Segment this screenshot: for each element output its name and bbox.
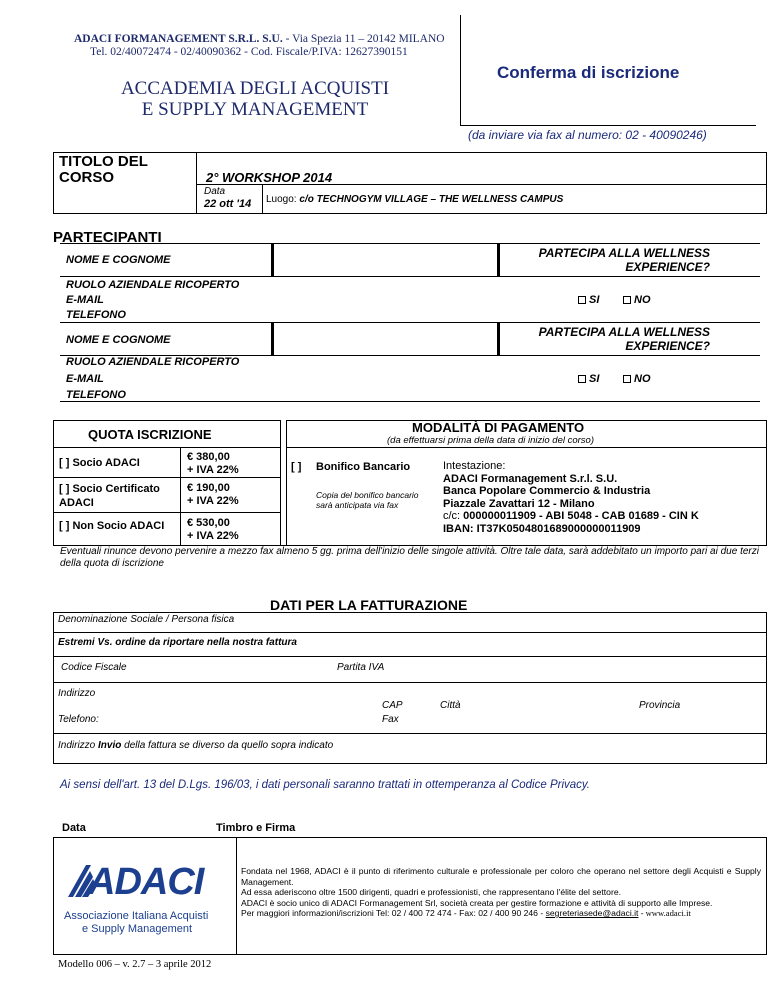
about-1: Fondata nel 1968, ADACI è il punto di riferimento culturale e professionale per coloro che operano nel settore degli Acquisti e Supply Management. xyxy=(241,866,761,887)
p2-email-label: E-MAIL xyxy=(66,373,104,385)
payment-subtitle: (da effettuarsi prima della data di inizio del corso) xyxy=(387,435,594,446)
fees-header-rule xyxy=(53,447,281,448)
academy-title-line-2: E SUPPLY MANAGEMENT xyxy=(141,99,369,120)
signature-date-label: Data xyxy=(62,822,86,834)
course-date-value: 22 ott '14 xyxy=(204,198,252,210)
billing-company-name-field[interactable]: Denominazione Sociale / Persona fisica xyxy=(58,614,235,625)
p1-top-rule xyxy=(60,243,760,244)
footer-about xyxy=(241,866,761,919)
p1-email-label: E-MAIL xyxy=(66,294,104,306)
billing-vat-field[interactable]: Partita IVA xyxy=(337,662,385,673)
p1-col-1 xyxy=(271,243,274,276)
p2-col-1 xyxy=(271,322,274,355)
invoice-address-post: della fattura se diverso da quello sopra indicato xyxy=(121,740,334,751)
participants-title: PARTECIPANTI xyxy=(53,229,162,246)
logo-wordmark: ADACI xyxy=(88,861,204,903)
p2-phone-label: TELEFONO xyxy=(66,389,126,401)
course-title-label: TITOLO DEL CORSO xyxy=(59,153,148,186)
bank-account xyxy=(443,510,699,523)
billing-invoice-address-field[interactable] xyxy=(58,740,333,751)
p1-wellness-question: PARTECIPA ALLA WELLNESS EXPERIENCE? xyxy=(538,246,710,274)
iban: IBAN: IT37K0504801689000000011909 xyxy=(443,522,641,535)
billing-title: DATI PER LA FATTURAZIONE xyxy=(270,597,468,613)
course-place-label: Luogo: xyxy=(266,194,300,205)
about-2: Ad essa aderiscono oltre 1500 dirigenti, quadri e professionisti, che rappresentano l'élite del settore. xyxy=(241,887,621,897)
p1-name-label: NOME E COGNOME xyxy=(66,254,171,266)
checkbox-icon xyxy=(623,375,631,383)
billing-rule-4 xyxy=(53,733,767,734)
yes-label: SI xyxy=(589,373,600,385)
academy-title-line-1: ACCADEMIA DEGLI ACQUISTI xyxy=(120,78,390,99)
no-label: NO xyxy=(634,294,651,306)
p2-wellness-question: PARTECIPA ALLA WELLNESS EXPERIENCE? xyxy=(538,325,710,353)
price-line-1: € 530,00 xyxy=(187,517,230,529)
billing-fax-field[interactable]: Fax xyxy=(382,714,399,725)
price-line-1: € 190,00 xyxy=(187,482,230,494)
course-divider xyxy=(196,152,197,214)
adaci-logo xyxy=(60,855,220,940)
fees-row2-rule xyxy=(53,512,281,513)
fees-col-rule xyxy=(180,447,181,545)
fee-nonmember-price xyxy=(187,517,239,543)
contacts-post: - www.adaci.it xyxy=(638,908,691,918)
confirm-title: Conferma di iscrizione xyxy=(497,63,680,82)
fee-certified-price xyxy=(187,482,239,508)
payment-method: Bonifico Bancario xyxy=(316,461,411,473)
fees-row1-rule xyxy=(53,477,281,478)
payment-note: Copia del bonifico bancario sarà anticipata via fax xyxy=(316,490,419,510)
company-line-2: Tel. 02/40072474 - 02/40090362 - Cod. Fiscale/P.IVA: 12627390151 xyxy=(90,46,408,58)
checkbox-icon xyxy=(623,296,631,304)
p1-no-option[interactable] xyxy=(623,294,651,306)
course-title-value: 2° WORKSHOP 2014 xyxy=(206,170,333,185)
p2-bottom-rule xyxy=(60,401,760,402)
p2-role-label: RUOLO AZIENDALE RICOPERTO xyxy=(66,356,240,368)
cancellation-note: Eventuali rinunce devono pervenire a mezzo fax almeno 5 gg. prima dell'inizio delle singole attività. Oltre tale data, sarà addebitato un importo pari ai due terzi della quota di iscrizione xyxy=(60,546,759,569)
payment-header-rule xyxy=(286,447,767,448)
cc-value: 000000011909 - ABI 5048 - CAB 01689 - CIN K xyxy=(463,510,699,522)
signature-stamp-label: Timbro e Firma xyxy=(216,822,296,834)
company-line-1 xyxy=(74,33,445,45)
invoice-address-bold: Invio xyxy=(98,740,122,751)
fax-note: (da inviare via fax al numero: 02 - 40090246) xyxy=(468,128,707,142)
checkbox-icon xyxy=(578,375,586,383)
company-address: - Via Spezia 11 – 20142 MILANO xyxy=(282,33,445,45)
intestazione-label: Intestazione: xyxy=(443,460,506,472)
p2-yes-option[interactable] xyxy=(578,373,599,385)
billing-province-field[interactable]: Provincia xyxy=(639,700,681,711)
contact-email-link[interactable]: segreteriasede@adaci.it xyxy=(545,908,639,918)
fee-socio-option[interactable]: [ ] Socio ADACI xyxy=(59,457,140,469)
checkbox-icon xyxy=(578,296,586,304)
billing-city-field[interactable]: Città xyxy=(440,700,461,711)
payment-title: MODALITÀ DI PAGAMENTO xyxy=(412,420,585,435)
p1-name-rule xyxy=(60,276,760,277)
privacy-note: Ai sensi dell'art. 13 del D.Lgs. 196/03, i dati personali saranno trattati in ottemperanza al Codice Privacy. xyxy=(60,779,590,791)
cc-prefix: c/c: xyxy=(443,510,464,522)
contacts-pre: Per maggiori informazioni/iscrizioni Tel: 02 / 400 72 474 - Fax: 02 / 400 90 246 - xyxy=(241,908,546,918)
company-name: ADACI FORMANAGEMENT S.R.L. S.U. xyxy=(74,33,283,45)
price-line-2: + IVA 22% xyxy=(187,530,239,542)
yes-label: SI xyxy=(589,294,600,306)
billing-tax-code-field[interactable]: Codice Fiscale xyxy=(61,662,127,673)
payment-details xyxy=(443,460,699,535)
p1-col-2 xyxy=(497,243,500,276)
footer-divider xyxy=(236,837,237,955)
logo-subtitle-1: Associazione Italiana Acquisti xyxy=(64,910,209,922)
p1-bottom-rule xyxy=(60,322,760,323)
price-line-2: + IVA 22% xyxy=(187,495,239,507)
billing-address-field[interactable]: Indirizzo xyxy=(58,688,96,699)
fee-nonmember-option[interactable]: [ ] Non Socio ADACI xyxy=(59,520,165,532)
course-place-value: c/o TECHNOGYM VILLAGE – THE WELLNESS CAMPUS xyxy=(299,194,564,205)
fee-certified-option[interactable]: [ ] Socio Certificato ADACI xyxy=(59,483,160,509)
p2-no-option[interactable] xyxy=(623,373,651,385)
logo-subtitle-2: e Supply Management xyxy=(82,923,193,935)
billing-rule-2 xyxy=(53,656,767,657)
p2-name-label: NOME E COGNOME xyxy=(66,334,171,346)
course-place xyxy=(266,194,563,205)
p1-phone-label: TELEFONO xyxy=(66,309,126,321)
bank-address: Piazzale Zavattari 12 - Milano xyxy=(443,497,595,510)
header-rule xyxy=(460,125,756,126)
fee-socio-price xyxy=(187,451,239,477)
invoice-address-pre: Indirizzo xyxy=(58,740,99,751)
no-label: NO xyxy=(634,373,651,385)
p1-role-label: RUOLO AZIENDALE RICOPERTO xyxy=(66,279,240,291)
beneficiary: ADACI Formanagement S.r.l. S.U. xyxy=(443,472,618,485)
header-divider xyxy=(460,15,461,125)
fees-title: QUOTA ISCRIZIONE xyxy=(88,427,212,442)
course-date-label: Data xyxy=(204,186,226,197)
price-line-2: + IVA 22% xyxy=(187,464,239,476)
price-line-1: € 380,00 xyxy=(187,451,230,463)
billing-rule-3 xyxy=(53,682,767,683)
about-3: ADACI è socio unico di ADACI Formanagement Srl, società creata per gestire formazione e attività di supporto alle Imprese. xyxy=(241,897,713,908)
payment-checkbox[interactable]: [ ] xyxy=(291,461,302,473)
bank-name: Banca Popolare Commercio & Industria xyxy=(443,485,651,497)
billing-rule-1 xyxy=(53,632,767,633)
billing-cap-field[interactable]: CAP xyxy=(382,700,403,711)
billing-phone-field[interactable]: Telefono: xyxy=(58,714,99,725)
course-date-divider xyxy=(262,184,263,214)
academy-title xyxy=(100,78,410,120)
p2-col-2 xyxy=(497,322,500,355)
contacts xyxy=(241,908,761,919)
model-version: Modello 006 – v. 2.7 – 3 aprile 2012 xyxy=(58,959,212,970)
billing-order-ref-field[interactable]: Estremi Vs. ordine da riportare nella nostra fattura xyxy=(58,637,297,648)
p1-yes-option[interactable] xyxy=(578,294,599,306)
